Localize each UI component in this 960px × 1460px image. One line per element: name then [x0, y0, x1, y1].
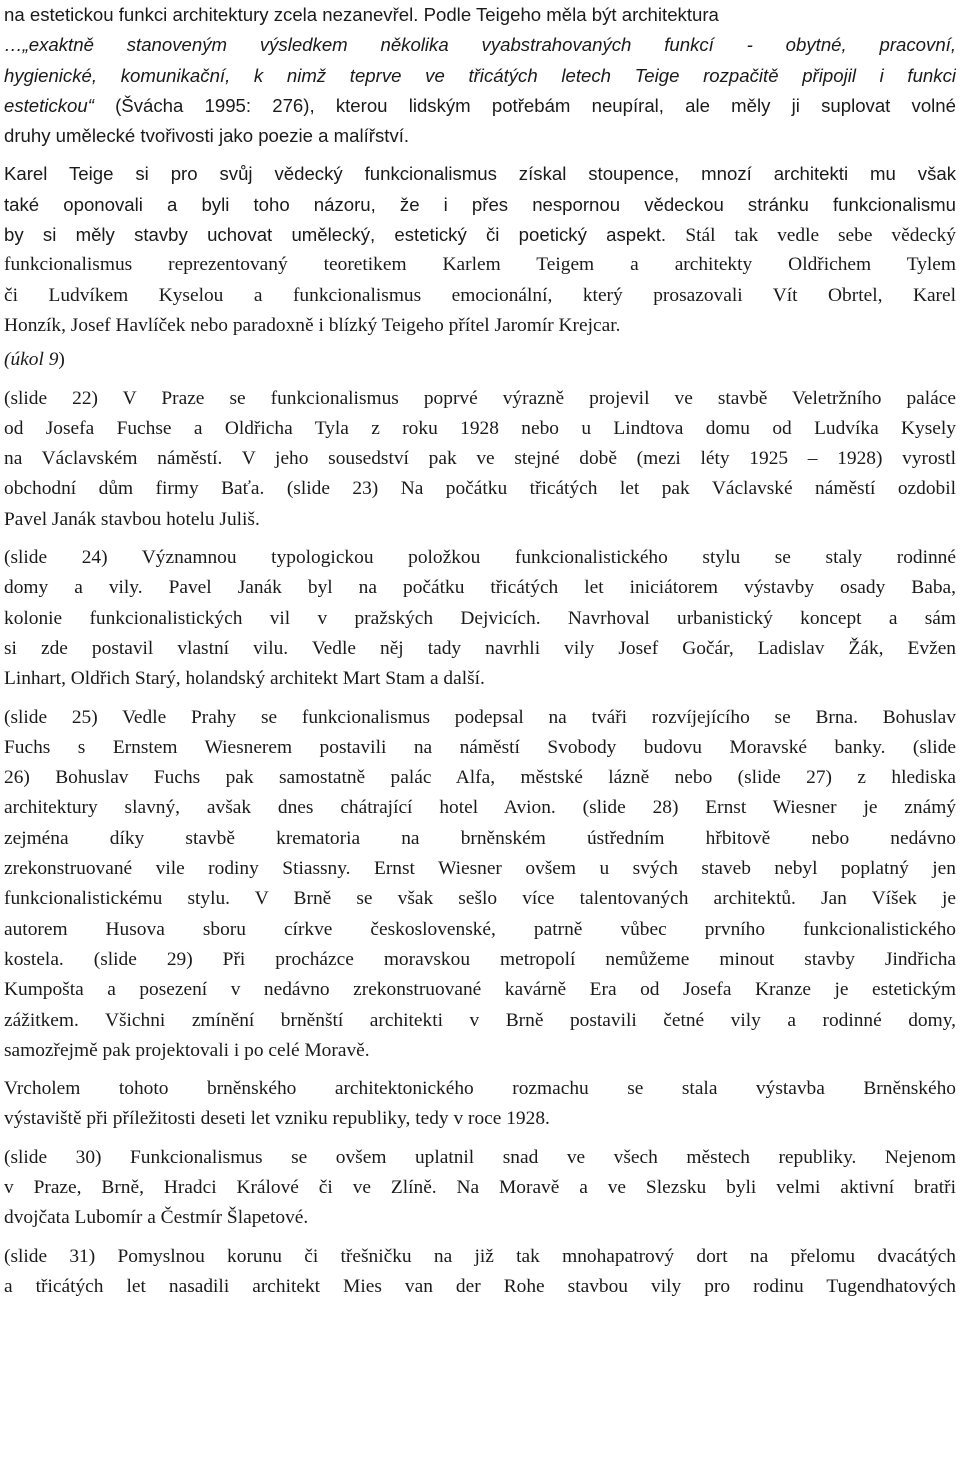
paragraph: [4, 543, 956, 694]
text-line: [4, 0, 956, 30]
text-line: [4, 793, 956, 823]
paragraph: [4, 384, 956, 535]
text-line: [4, 1242, 956, 1272]
text-run: Kumpošta a posezení v nedávno zrekonstruované kavárně Era od Josefa Kranze je estetickým: [4, 979, 956, 1001]
text-run: (slide 24) Významnou typologickou položkou funkcionalistického stylu se staly rodinné: [4, 547, 956, 569]
text-run: také oponovali a byli toho názoru, že i přes nespornou vědeckou stránku funkcionalismu: [4, 193, 956, 215]
text-line: [4, 1272, 956, 1302]
paragraph: [4, 345, 956, 375]
text-run: Stál tak vedle sebe vědecký: [685, 225, 956, 247]
text-line: [4, 763, 956, 793]
text-run: na Václavském náměstí. V jeho sousedství pak ve stejné době (mezi léty 1925 – 1928) vyrostl: [4, 448, 956, 470]
text-run: kolonie funkcionalistických vil v pražských Dejvicích. Navrhoval urbanistický koncept a sám: [4, 607, 956, 629]
text-run: výstaviště při příležitosti deseti let vzniku republiky, tedy v roce 1928.: [4, 1108, 550, 1130]
text-run: druhy umělecké tvořivosti jako poezie a malířství.: [4, 125, 410, 147]
text-line: [4, 634, 956, 664]
text-run: a třicátých let nasadili architekt Mies van der Rohe stavbou vily pro rodinu Tugendhatových: [4, 1275, 956, 1297]
text-line: [4, 91, 956, 121]
text-run: zrekonstruované vile rodiny Stiassny. Ernst Wiesner ovšem u svých staveb nebyl poplatný jen: [4, 858, 956, 880]
text-line: [4, 1143, 956, 1173]
text-run: v Praze, Brně, Hradci Králové či ve Zlíně. Na Moravě a ve Slezsku byli velmi aktivní bratři: [4, 1176, 956, 1198]
text-line: [4, 384, 956, 414]
text-line: [4, 1173, 956, 1203]
document-body: [4, 0, 956, 1302]
text-line: [4, 733, 956, 763]
text-line: [4, 975, 956, 1005]
paragraph: [4, 1242, 956, 1303]
text-run: zážitkem. Všichni zmínění brněnští architekti v Brně postavili četné vily a rodinné domy,: [4, 1009, 956, 1031]
text-run: na estetickou funkci architektury zcela nezanevřel. Podle Teigeho měla být architektura: [4, 4, 719, 25]
text-run: (slide 31) Pomyslnou korunu či třešničku na již tak mnohapatrový dort na přelomu dvacátých: [4, 1245, 956, 1267]
text-line: [4, 345, 956, 375]
text-run: hygienické, komunikační, k nimž teprve ve třicátých letech Teige rozpačitě připojil i funkci: [4, 64, 956, 86]
text-line: [4, 250, 956, 280]
text-run: Honzík, Josef Havlíček nebo paradoxně i blízký Teigeho přítel Jaromír Krejcar.: [4, 314, 621, 336]
text-line: [4, 1036, 956, 1066]
text-line: [4, 824, 956, 854]
text-run: autorem Husova sboru církve československé, patrně vůbec prvního funkcionalistického: [4, 918, 956, 940]
text-run: by si měly stavby uchovat umělecký, estetický či poetický aspekt.: [4, 224, 686, 246]
text-line: [4, 854, 956, 884]
paragraph-spacer: [4, 1135, 956, 1143]
text-line: [4, 414, 956, 444]
paragraph: [4, 1143, 956, 1234]
text-run: (slide 25) Vedle Prahy se funkcionalismus podepsal na tváři rozvíjejícího se Brna. Bohuslav: [4, 706, 956, 728]
text-run: si zde postavil vlastní vilu. Vedle něj tady navrhli vily Josef Gočár, Ladislav Žák, Evžen: [4, 637, 956, 659]
text-run: od Josefa Fuchse a Oldřicha Tyla z roku 1928 nebo u Lindtova domu od Ludvíka Kysely: [4, 417, 956, 439]
text-run: zejména díky stavbě krematoria na brněnském ústředním hřbitově nebo nedávno: [4, 827, 956, 849]
text-line: [4, 220, 956, 250]
text-run: Pavel Janák stavbou hotelu Juliš.: [4, 508, 260, 530]
text-run: Linhart, Oldřich Starý, holandský architekt Mart Stam a další.: [4, 668, 485, 690]
text-run: domy a vily. Pavel Janák byl na počátku třicátých let iniciátorem výstavby osady Baba,: [4, 577, 956, 599]
text-line: [4, 474, 956, 504]
paragraph-spacer: [4, 376, 956, 384]
paragraph: [4, 703, 956, 1067]
text-run: 26) Bohuslav Fuchs pak samostatně palác Alfa, městské lázně nebo (slide 27) z hlediska: [4, 767, 956, 789]
text-line: [4, 543, 956, 573]
paragraph-spacer: [4, 1234, 956, 1242]
text-line: [4, 573, 956, 603]
text-run: architektury slavný, avšak dnes chátrající hotel Avion. (slide 28) Ernst Wiesner je známý: [4, 797, 956, 819]
text-run: ): [58, 349, 65, 371]
text-line: [4, 444, 956, 474]
text-line: [4, 915, 956, 945]
text-line: [4, 604, 956, 634]
text-run: funkcionalistickému stylu. V Brně se však sešlo více talentovaných architektů. Jan Víšek je: [4, 888, 956, 910]
text-line: [4, 281, 956, 311]
paragraph: [4, 0, 956, 151]
paragraph-spacer: [4, 1066, 956, 1074]
paragraph-spacer: [4, 151, 956, 159]
text-run: Fuchs s Ernstem Wiesnerem postavili na náměstí Svobody budovu Moravské banky. (slide: [4, 736, 956, 758]
text-line: [4, 945, 956, 975]
text-run: …„exaktně stanoveným výsledkem několika vyabstrahovaných funkcí - obytné, pracovní,: [4, 34, 956, 56]
text-line: [4, 664, 956, 694]
text-run: Vrcholem tohoto brněnského architektonického rozmachu se stala výstavba Brněnského: [4, 1078, 956, 1100]
text-line: [4, 703, 956, 733]
text-line: [4, 1104, 956, 1134]
text-line: [4, 190, 956, 220]
text-run: (Švácha 1995: 276), kterou lidským potřebám neupíral, ale měly ji suplovat volné: [93, 94, 956, 116]
paragraph-spacer: [4, 535, 956, 543]
paragraph: [4, 1074, 956, 1135]
text-run: dvojčata Lubomír a Čestmír Šlapetové.: [4, 1207, 309, 1229]
text-line: [4, 1074, 956, 1104]
text-line: [4, 311, 956, 341]
text-run: či Ludvíkem Kyselou a funkcionalismus emocionální, který prosazovali Vít Obrtel, Karel: [4, 284, 956, 306]
text-line: [4, 159, 956, 189]
paragraph: [4, 159, 956, 341]
text-line: [4, 1203, 956, 1233]
text-line: [4, 505, 956, 535]
text-line: [4, 121, 956, 151]
text-run: samozřejmě pak projektovali i po celé Moravě.: [4, 1039, 370, 1061]
text-line: [4, 30, 956, 60]
text-run: kostela. (slide 29) Při procházce moravskou metropolí nemůžeme minout stavby Jindřicha: [4, 948, 956, 970]
text-line: [4, 884, 956, 914]
text-run: (slide 22) V Praze se funkcionalismus poprvé výrazně projevil ve stavbě Veletržního paláce: [4, 387, 956, 409]
text-run: obchodní dům firmy Baťa. (slide 23) Na počátku třicátých let pak Václavské náměstí ozdobil: [4, 478, 956, 500]
text-run: estetickou“: [4, 94, 94, 116]
text-line: [4, 1006, 956, 1036]
paragraph-spacer: [4, 695, 956, 703]
text-run: funkcionalismus reprezentovaný teoretikem Karlem Teigem a architekty Oldřichem Tylem: [4, 254, 956, 276]
text-line: [4, 61, 956, 91]
text-run: Karel Teige si pro svůj vědecký funkcionalismus získal stoupence, mnozí architekti mu však: [4, 163, 956, 185]
text-run: (slide 30) Funkcionalismus se ovšem uplatnil snad ve všech městech republiky. Nejenom: [4, 1146, 956, 1168]
text-run: (úkol 9: [4, 349, 59, 371]
